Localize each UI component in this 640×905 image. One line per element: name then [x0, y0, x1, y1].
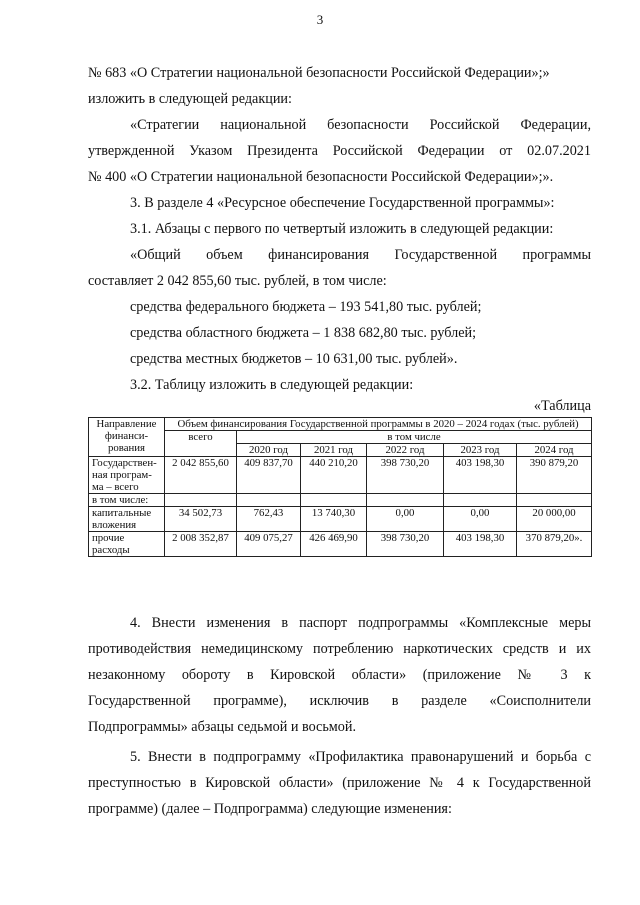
row-value: 20 000,00 [517, 507, 592, 532]
text-line: 4. Внести изменения в паспорт подпрограммы «Комплексные меры [130, 615, 591, 631]
row-value: 0,00 [444, 507, 517, 532]
row-value: 762,43 [237, 507, 301, 532]
text-line: 3.1. Абзацы с первого по четвертый изложить в следующей редакции: [130, 221, 554, 237]
financing-table [88, 417, 592, 557]
row-total: 2 008 352,87 [165, 532, 237, 557]
table-row [89, 494, 592, 507]
text-line: Государственной программе), исключив в разделе «Соисполнители [88, 693, 591, 709]
text-line: средства федерального бюджета – 193 541,80 тыс. рублей; [130, 299, 482, 315]
table-row [89, 532, 592, 557]
header-total: всего [165, 431, 237, 457]
row-value [237, 494, 301, 507]
text-line: «Стратегии национальной безопасности Российской Федерации, [130, 117, 591, 133]
row-total [165, 494, 237, 507]
row-value: 403 198,30 [444, 457, 517, 494]
text-line: 3. В разделе 4 «Ресурсное обеспечение Государственной программы»: [130, 195, 555, 211]
row-value: 440 210,20 [301, 457, 367, 494]
text-line: № 400 «О Стратегии национальной безопасности Российской Федерации»;». [88, 169, 554, 185]
text-line: 5. Внести в подпрограмму «Профилактика правонарушений и борьба с [130, 749, 591, 765]
row-total: 2 042 855,60 [165, 457, 237, 494]
table-row [89, 457, 592, 494]
row-value: 409 837,70 [237, 457, 301, 494]
header-year: 2020 год [237, 444, 301, 457]
row-value [301, 494, 367, 507]
row-label: капитальные вложения [89, 507, 165, 532]
row-value: 398 730,20 [367, 457, 444, 494]
row-value: 0,00 [367, 507, 444, 532]
text-line: изложить в следующей редакции: [88, 91, 292, 107]
page-number: 3 [316, 12, 324, 27]
row-label: прочие расходы [89, 532, 165, 557]
header-year: 2022 год [367, 444, 444, 457]
row-label: в том числе: [89, 494, 165, 507]
row-label: Государствен-ная програм-ма – всего [89, 457, 165, 494]
row-value: 390 879,20 [517, 457, 592, 494]
row-value [444, 494, 517, 507]
text-line: утвержденной Указом Президента Российской Федерации от 02.07.2021 [88, 143, 591, 159]
header-including: в том числе [237, 431, 592, 444]
text-line: противодействия немедицинскому потреблению наркотических средств и их [88, 641, 591, 657]
row-value: 398 730,20 [367, 532, 444, 557]
table-caption: «Таблица [533, 398, 591, 414]
text-line: средства областного бюджета – 1 838 682,80 тыс. рублей; [130, 325, 477, 341]
row-value [367, 494, 444, 507]
text-line: преступностью в Кировской области» (приложение № 4 к Государственной [88, 775, 591, 791]
row-value: 403 198,30 [444, 532, 517, 557]
row-value: 426 469,90 [301, 532, 367, 557]
row-value [517, 494, 592, 507]
text-line: Подпрограммы» абзацы седьмой и восьмой. [88, 719, 357, 735]
row-value: 409 075,27 [237, 532, 301, 557]
text-line: № 683 «О Стратегии национальной безопасности Российской Федерации»;» [88, 65, 550, 81]
text-line: 3.2. Таблицу изложить в следующей редакции: [130, 377, 414, 393]
text-line: составляет 2 042 855,60 тыс. рублей, в том числе: [88, 273, 387, 289]
header-direction: Направление финанси-рования [89, 418, 165, 457]
text-line: «Общий объем финансирования Государственной программы [130, 247, 591, 263]
header-year: 2024 год [517, 444, 592, 457]
row-total: 34 502,73 [165, 507, 237, 532]
text-line: программе) (далее – Подпрограмма) следующие изменения: [88, 801, 452, 817]
row-value: 13 740,30 [301, 507, 367, 532]
table-row [89, 507, 592, 532]
text-line: средства местных бюджетов – 10 631,00 тыс. рублей». [130, 351, 458, 367]
header-year: 2023 год [444, 444, 517, 457]
header-year: 2021 год [301, 444, 367, 457]
text-line: незаконному обороту в Кировской области» (приложение № 3 к [88, 667, 591, 683]
row-value: 370 879,20». [517, 532, 592, 557]
financing-table-block [88, 398, 591, 557]
header-volume: Объем финансирования Государственной программы в 2020 – 2024 годах (тыс. рублей) [165, 418, 592, 431]
